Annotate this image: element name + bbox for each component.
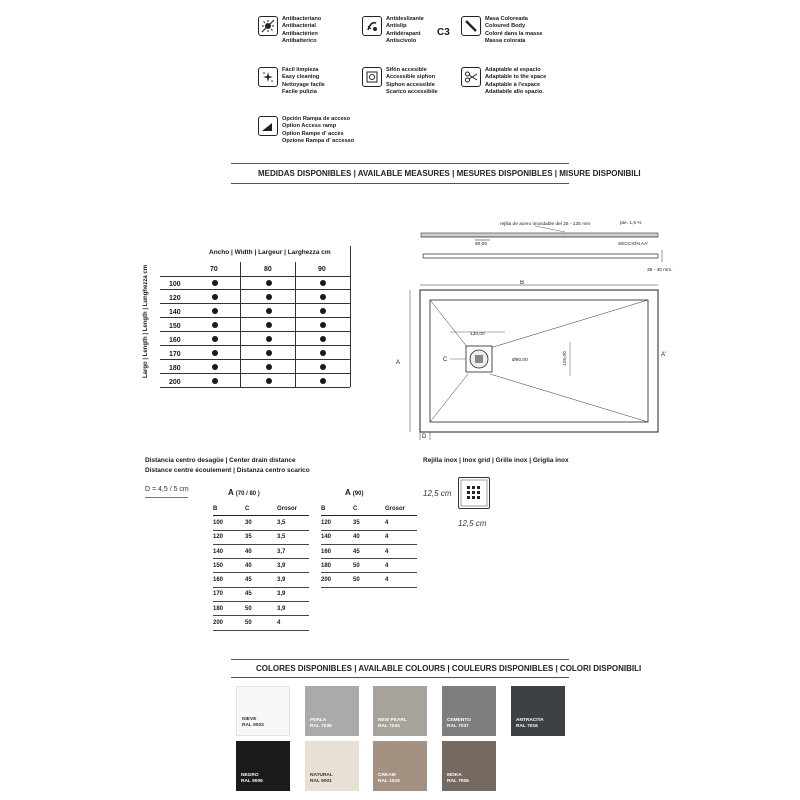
thickness-label: 35 - 40 mm. (647, 268, 673, 273)
feature-antibacterial (258, 16, 321, 46)
availability-dot (212, 364, 218, 370)
feature-easy-cleaning (258, 67, 325, 97)
swatch-moka (442, 741, 496, 791)
table-a90-title-sub: (90) (352, 491, 364, 497)
grate-note-label: rejilla de acero inoxidable del 25 - 125 mm (500, 222, 591, 227)
inox-grill-icon (458, 477, 490, 509)
table-row (213, 559, 309, 573)
matrix-line (160, 359, 350, 360)
matrix-vline (295, 262, 296, 387)
section-label: SECCION AA' (618, 242, 649, 247)
availability-dot (212, 378, 218, 384)
swatch-new-pearl (373, 686, 427, 736)
feature-line: Accessible siphon (386, 74, 436, 81)
availability-dot (212, 280, 218, 286)
feature-line: Antidérapant (386, 30, 421, 37)
ramp-icon (258, 116, 278, 136)
availability-dot (266, 364, 272, 370)
matrix-line (160, 373, 350, 374)
feature-line: Option Access ramp (282, 123, 337, 130)
availability-dot (212, 308, 218, 314)
swatch-name: PERLA (310, 718, 327, 724)
plan-label-a-right: A' (661, 352, 667, 358)
availability-dot (212, 322, 218, 328)
plan-label-c: C (443, 357, 448, 363)
table-cell: 150 (213, 559, 241, 573)
drain-title-1: Distancia centro desagüe | Center drain distance (145, 457, 296, 464)
availability-dot (320, 336, 326, 342)
matrix-row-170: 170 (169, 351, 181, 358)
swatch-natural (305, 741, 359, 791)
feature-siphon (362, 67, 438, 97)
table-row (321, 516, 417, 530)
feature-line: Opzione Rampa d' accesso (282, 138, 355, 145)
table-row (321, 559, 417, 573)
table-cell: 180 (213, 602, 241, 616)
swatch-name: CREAM (378, 773, 396, 779)
table-cell: 50 (349, 573, 381, 587)
dim-125-label: 125,00 (563, 351, 568, 366)
swatch-ral: RAL 7035 (310, 724, 332, 730)
feature-line: Antideslizante (386, 16, 424, 22)
swatch-ral: RAL 7006 (447, 779, 469, 785)
feature-line: Adaptable al espacio (485, 67, 541, 73)
table-cell: 170 (213, 587, 241, 601)
plan-drawing (390, 280, 680, 440)
feature-line: Option Rampe d' accès (282, 130, 344, 137)
grill-title: Rejilla inox | Inox grid | Grille inox | Griglia inox (423, 457, 569, 464)
matrix-col-90: 90 (318, 266, 326, 273)
table-header: C (241, 502, 273, 516)
swatch-cream (373, 741, 427, 791)
antislip-icon (362, 16, 382, 36)
table-a7080-title-sub: (70 / 80 ) (235, 491, 260, 497)
matrix-col-80: 80 (264, 266, 272, 273)
feature-line: Antislip (386, 23, 407, 30)
matrix-col-70: 70 (210, 266, 218, 273)
feature-line: Antibatterico (282, 38, 317, 45)
availability-dot (266, 378, 272, 384)
divider (231, 183, 569, 184)
table-cell: 3,7 (273, 544, 309, 558)
feature-line: Antibactérien (282, 30, 318, 37)
swatch-name: NEGRO (241, 773, 259, 779)
table-cell: 3,9 (273, 559, 309, 573)
table-row (321, 544, 417, 558)
table-cell: 200 (321, 573, 349, 587)
scissors-icon (461, 67, 481, 87)
availability-dot (320, 308, 326, 314)
availability-dot (212, 336, 218, 342)
feature-line: Easy cleaning (282, 74, 320, 81)
table-cell: 3,9 (273, 602, 309, 616)
availability-dot (212, 294, 218, 300)
swatch-ral: RAL 1019 (378, 779, 400, 785)
availability-dot (320, 322, 326, 328)
table-header: Grosor (273, 502, 309, 516)
table-cell: 50 (241, 616, 273, 630)
table-cell: 120 (321, 516, 349, 530)
table-cell: 35 (349, 516, 381, 530)
table-cell: 30 (241, 516, 273, 530)
siphon-icon (362, 67, 382, 87)
slope-label: pte. 1,5 % (620, 221, 642, 226)
matrix-row-160: 160 (169, 337, 181, 344)
antibacterial-icon (258, 16, 278, 36)
swatch-ral: RAL 9001 (310, 779, 332, 785)
feature-line: Opción Rampa de acceso (282, 116, 351, 122)
matrix-line (160, 276, 350, 277)
swatch-ral: RAL 7016 (516, 724, 538, 730)
feature-line: Fácil limpieza (282, 67, 319, 73)
table-a90-title-a: A (345, 488, 351, 497)
table-cell: 3,9 (273, 587, 309, 601)
feature-coloured-body (461, 16, 543, 46)
table-a90-title (345, 488, 363, 497)
matrix-row-150: 150 (169, 323, 181, 330)
colours-heading: COLORES DISPONIBLES | AVAILABLE COLOURS | COULEURS DISPONIBLES | COLORI DISPONIBILI (256, 664, 642, 673)
drain-title-2: Distance centre écoulement | Distanza centro scarico (145, 467, 310, 474)
availability-dot (212, 350, 218, 356)
divider (231, 163, 569, 164)
table-a7080-title (228, 488, 260, 497)
table-row (213, 616, 309, 630)
availability-dot (266, 308, 272, 314)
coloured-body-icon (461, 16, 481, 36)
availability-dot (266, 350, 272, 356)
table-row (321, 573, 417, 587)
table-cell: 4 (381, 516, 417, 530)
measures-heading: MEDIDAS DISPONIBLES | AVAILABLE MEASURES | MESURES DISPONIBLES | MISURE DISPONIBILI (258, 169, 641, 178)
swatch-name: ANTRACITA (516, 718, 544, 724)
feature-adaptable (461, 67, 546, 97)
table-cell: 50 (241, 602, 273, 616)
table-cell: 3,5 (273, 516, 309, 530)
table-row (213, 573, 309, 587)
feature-line: Adaptable à l'espace (485, 81, 541, 88)
table-header: B (213, 502, 241, 516)
dim-130-label: 130,00 (470, 332, 485, 337)
section-drawing (415, 212, 680, 274)
availability-dot (266, 322, 272, 328)
table-a90 (321, 502, 417, 588)
swatch-ral: RAL 7044 (378, 724, 400, 730)
table-cell: 4 (273, 616, 309, 630)
table-row (321, 530, 417, 544)
divider (231, 659, 569, 660)
table-cell: 40 (241, 559, 273, 573)
matrix-line (160, 317, 350, 318)
feature-line: Scarico accessibile (386, 89, 438, 96)
matrix-line (160, 345, 350, 346)
d-value: D = 4,5 / 5 cm (145, 486, 189, 493)
availability-dot (320, 350, 326, 356)
feature-line: Antibacteriano (282, 16, 322, 22)
matrix-line (160, 387, 350, 388)
swatch-nieve (236, 686, 290, 736)
table-cell: 100 (213, 516, 241, 530)
table-cell: 40 (349, 530, 381, 544)
availability-dot (320, 378, 326, 384)
availability-dot (320, 364, 326, 370)
feature-line: Adattabile allo spazio. (485, 89, 544, 96)
divider (231, 677, 569, 678)
table-row (213, 602, 309, 616)
table-cell: 140 (321, 530, 349, 544)
swatch-ral: RAL 7037 (447, 724, 469, 730)
swatch-perla (305, 686, 359, 736)
availability-dot (266, 280, 272, 286)
table-row (213, 530, 309, 544)
table-header: Grosor (381, 502, 417, 516)
matrix-row-100: 100 (169, 281, 181, 288)
swatch-name: MOKA (447, 773, 462, 779)
table-a7080 (213, 502, 309, 631)
table-cell: 4 (381, 544, 417, 558)
matrix-length-heading: Largo | Length | Length | Lunghezza cm (143, 264, 149, 378)
table-cell: 120 (213, 530, 241, 544)
table-cell: 4 (381, 559, 417, 573)
matrix-line (160, 303, 350, 304)
matrix-line (160, 331, 350, 332)
availability-dot (320, 280, 326, 286)
matrix-row-140: 140 (169, 309, 181, 316)
table-row (213, 544, 309, 558)
availability-dot (320, 294, 326, 300)
availability-dot (266, 336, 272, 342)
table-header: C (349, 502, 381, 516)
matrix-row-120: 120 (169, 295, 181, 302)
matrix-row-180: 180 (169, 365, 181, 372)
plan-label-a-left: A (396, 360, 401, 366)
feature-line: Massa colorata (485, 38, 526, 45)
matrix-vline (350, 246, 351, 387)
matrix-row-200: 200 (169, 379, 181, 386)
feature-line: Sifón accesible (386, 67, 427, 73)
matrix-width-heading: Ancho | Width | Largeur | Larghezza cm (209, 249, 331, 256)
swatch-antracita (511, 686, 565, 736)
table-header: B (321, 502, 349, 516)
table-cell: 3,9 (273, 573, 309, 587)
feature-access-ramp (258, 116, 354, 146)
table-a7080-title-a: A (228, 488, 234, 497)
table-cell: 40 (241, 544, 273, 558)
dim-diam-label: Ø90,00 (512, 358, 528, 363)
table-cell: 200 (213, 616, 241, 630)
swatch-cemento (442, 686, 496, 736)
feature-line: Siphon accessible (386, 81, 435, 88)
plan-label-d: D (422, 434, 427, 440)
table-cell: 4 (381, 573, 417, 587)
plan-label-b: B (520, 280, 525, 286)
table-cell: 45 (241, 573, 273, 587)
table-cell: 180 (321, 559, 349, 573)
feature-line: Nettoyage facile (282, 81, 325, 88)
availability-dot (266, 294, 272, 300)
swatch-name: NATURAL (310, 773, 333, 779)
table-cell: 3,5 (273, 530, 309, 544)
matrix-vline (240, 262, 241, 387)
swatch-name: NEW PEARL (378, 718, 407, 724)
table-cell: 160 (321, 544, 349, 558)
table-cell: 160 (213, 573, 241, 587)
c3-rating: C3 (437, 27, 450, 38)
swatch-ral: RAL 9003 (242, 723, 264, 729)
matrix-line (160, 289, 350, 290)
swatch-name: NIEVE (242, 717, 257, 723)
feature-line: Coloré dans la masse (485, 30, 543, 37)
feature-antislip (362, 16, 424, 46)
feature-line: Coloured Body (485, 23, 526, 30)
table-cell: 35 (241, 530, 273, 544)
table-cell: 50 (349, 559, 381, 573)
feature-line: Antiscivolo (386, 38, 417, 45)
swatch-negro (236, 741, 290, 791)
feature-line: Adaptable to the space (485, 74, 547, 81)
d-underline (145, 497, 188, 498)
grill-dim-vertical: 12,5 cm (423, 489, 452, 498)
table-cell: 45 (349, 544, 381, 558)
swatch-name: CEMENTO (447, 718, 471, 724)
table-row (213, 516, 309, 530)
table-cell: 4 (381, 530, 417, 544)
table-row (213, 587, 309, 601)
easy-cleaning-icon (258, 67, 278, 87)
feature-line: Masa Coloreada (485, 16, 528, 22)
feature-line: Antibacterial (282, 23, 316, 30)
dim-90-label: 90,00 (475, 242, 488, 247)
feature-line: Facile pulizia (282, 89, 317, 96)
table-cell: 45 (241, 587, 273, 601)
swatch-ral: RAL 9005 (241, 779, 263, 785)
table-cell: 140 (213, 544, 241, 558)
grill-dim-horizontal: 12,5 cm (458, 519, 487, 528)
